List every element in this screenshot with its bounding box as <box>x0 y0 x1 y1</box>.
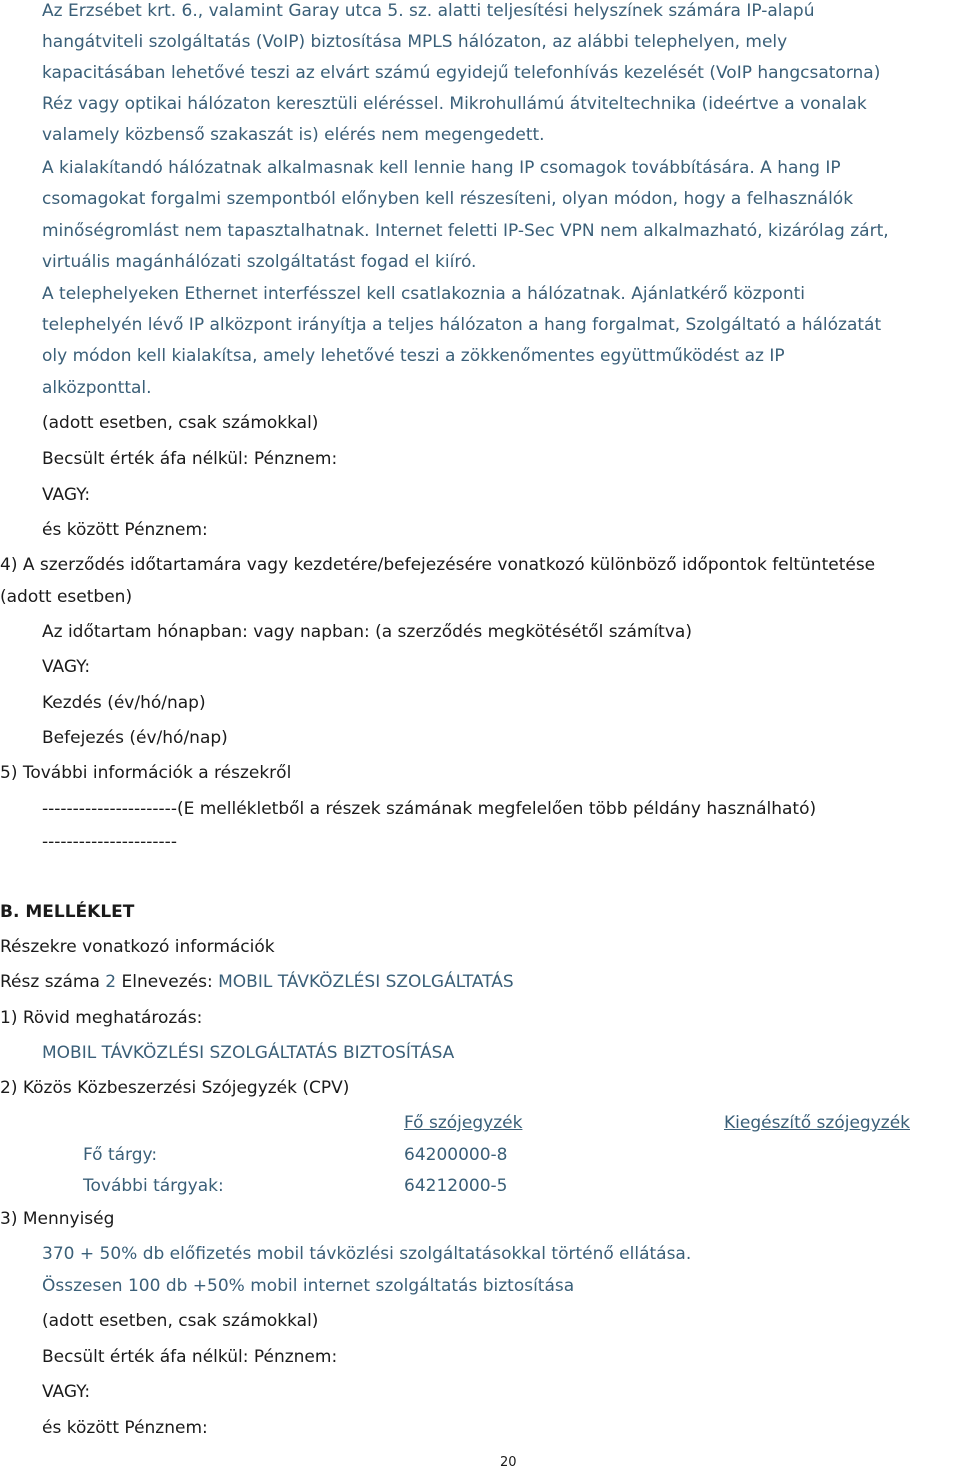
intro-line-2: hangátviteli szolgáltatás (VoIP) biztosítása MPLS hálózaton, az alábbi telephelyen, mely <box>42 32 788 52</box>
value-note-2: (adott esetben, csak számokkal) <box>42 1311 319 1331</box>
short-desc-value: MOBIL TÁVKÖZLÉSI SZOLGÁLTATÁS BIZTOSÍTÁSA <box>42 1043 455 1063</box>
or-label-2: VAGY: <box>42 657 91 677</box>
cpv-other-subject-code: 64212000-5 <box>404 1176 508 1196</box>
section4-heading-line2: (adott esetben) <box>0 587 133 607</box>
section5-note-line2: ---------------------- <box>42 832 177 852</box>
intro-line-3: kapacitásában lehetővé teszi az elvárt számú egyidejű telefonhívás kezelését (VoIP hangcsatorna) <box>42 63 881 83</box>
end-date-line: Befejezés (év/hó/nap) <box>42 728 228 748</box>
section5-note-line1: ----------------------(E mellékletből a részek számának megfelelően több példány használható) <box>42 799 817 819</box>
intro-line-10: A telephelyeken Ethernet interfésszel kell csatlakoznia a hálózatnak. Ajánlatkérő központi <box>42 284 805 304</box>
intro-line-12: oly módon kell kialakítsa, amely lehetővé teszi a zökkenőmentes együttműködést az IP <box>42 346 785 366</box>
duration-line: Az időtartam hónapban: vagy napban: (a szerződés megkötésétől számítva) <box>42 622 692 642</box>
section5-heading: 5) További információk a részekről <box>0 763 292 783</box>
intro-line-4: Réz vagy optikai hálózaton keresztüli eléréssel. Mikrohullámú átviteltechnika (ideértve a vonalak <box>42 94 867 114</box>
quantity-line1: 370 + 50% db előfizetés mobil távközlési szolgáltatásokkal történő ellátása. <box>42 1244 692 1264</box>
name-label: Elnevezés: <box>121 972 213 992</box>
cpv-main-vocab-header: Fő szójegyzék <box>404 1113 523 1133</box>
annex-title: B. MELLÉKLET <box>0 902 135 922</box>
part-label: Rész száma <box>0 972 100 992</box>
short-desc-heading: 1) Rövid meghatározás: <box>0 1008 203 1028</box>
or-label-3: VAGY: <box>42 1382 91 1402</box>
cpv-main-subject-code: 64200000-8 <box>404 1145 508 1165</box>
cpv-supp-vocab-header: Kiegészítő szójegyzék <box>724 1113 910 1133</box>
intro-line-8: minőségromlást nem tapasztalhatnak. Internet feletti IP-Sec VPN nem alkalmazható, kizárólag zárt, <box>42 221 889 241</box>
cpv-other-subject-label: További tárgyak: <box>83 1176 224 1196</box>
part-number: 2 <box>105 972 117 992</box>
estimated-value-2: Becsült érték áfa nélkül: Pénznem: <box>42 1347 338 1367</box>
or-label-1: VAGY: <box>42 485 91 505</box>
between-value-2: és között Pénznem: <box>42 1418 208 1438</box>
value-note-1: (adott esetben, csak számokkal) <box>42 413 319 433</box>
cpv-heading: 2) Közös Közbeszerzési Szójegyzék (CPV) <box>0 1078 350 1098</box>
quantity-heading: 3) Mennyiség <box>0 1209 115 1229</box>
intro-line-5: valamely közbenső szakaszát is) elérés nem megengedett. <box>42 125 545 145</box>
part-name: MOBIL TÁVKÖZLÉSI SZOLGÁLTATÁS <box>218 972 514 992</box>
quantity-line2: Összesen 100 db +50% mobil internet szolgáltatás biztosítása <box>42 1276 575 1296</box>
intro-line-6: A kialakítandó hálózatnak alkalmasnak kell lennie hang IP csomagok továbbítására. A hang IP <box>42 158 841 178</box>
section4-heading-line1: 4) A szerződés időtartamára vagy kezdetére/befejezésére vonatkozó különböző időpontok feltüntetése <box>0 555 876 575</box>
intro-line-11: telephelyén lévő IP alközpont irányítja a teljes hálózaton a hang forgalmat, Szolgáltató a hálózatát <box>42 315 882 335</box>
cpv-main-subject-label: Fő tárgy: <box>83 1145 158 1165</box>
estimated-value-1: Becsült érték áfa nélkül: Pénznem: <box>42 449 338 469</box>
intro-line-9: virtuális magánhálózati szolgáltatást fogad el kiíró. <box>42 252 477 272</box>
between-value-1: és között Pénznem: <box>42 520 208 540</box>
page-number: 20 <box>500 1455 517 1470</box>
part-line <box>0 971 514 993</box>
intro-line-13: alközponttal. <box>42 378 152 398</box>
intro-line-7: csomagokat forgalmi szempontból előnyben kell részesíteni, olyan módon, hogy a felhasználók <box>42 189 854 209</box>
annex-subtitle: Részekre vonatkozó információk <box>0 937 275 957</box>
intro-line-1: Az Erzsébet krt. 6., valamint Garay utca 5. sz. alatti teljesítési helyszínek számára IP-alapú <box>42 1 815 21</box>
start-date-line: Kezdés (év/hó/nap) <box>42 693 206 713</box>
